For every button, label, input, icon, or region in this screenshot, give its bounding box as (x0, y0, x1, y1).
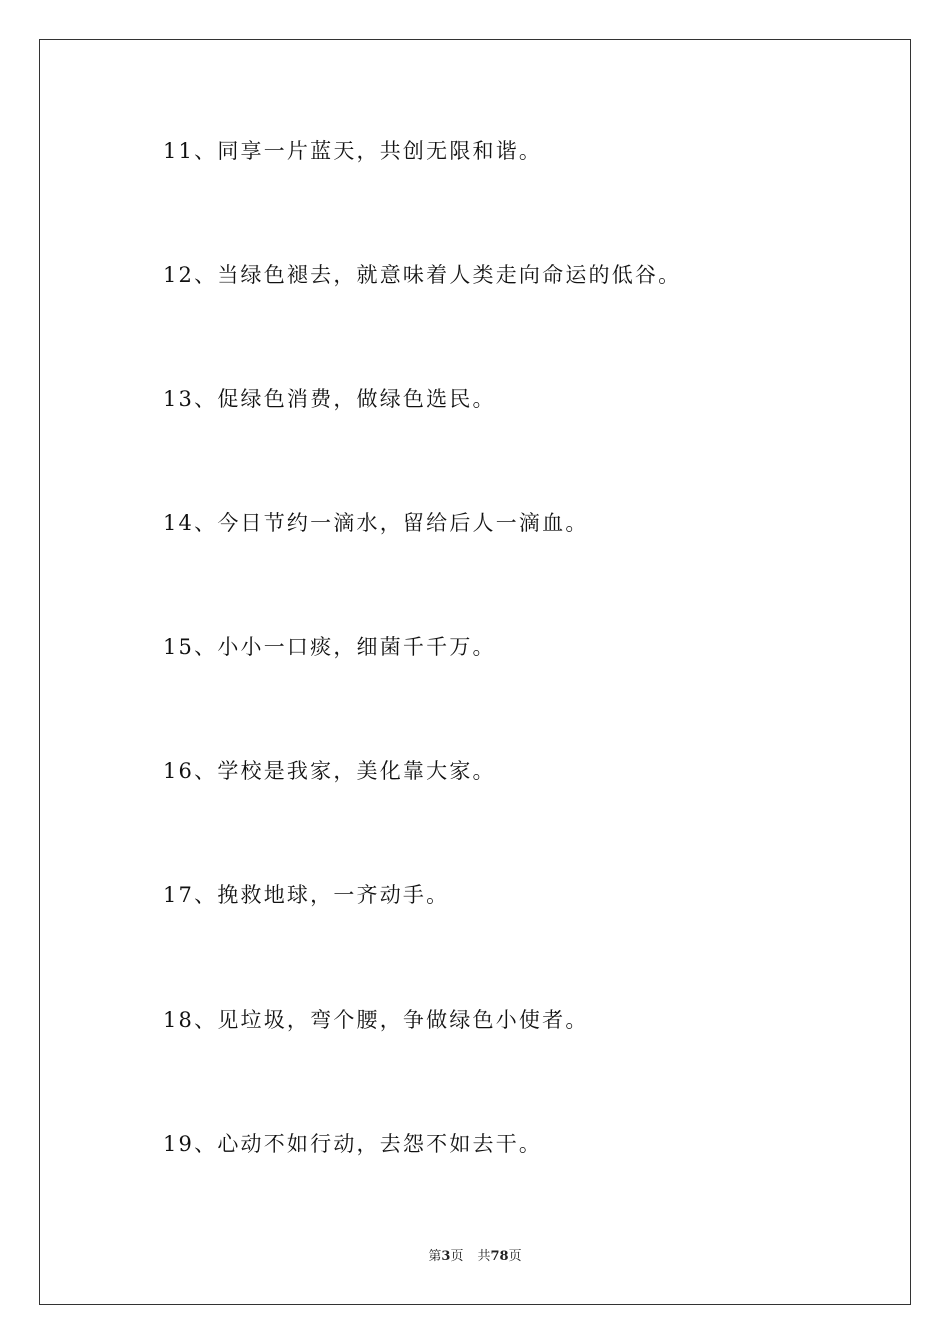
slogan-item: 18、见垃圾，弯个腰，争做绿色小使者。 (163, 1008, 589, 1032)
slogan-item: 16、学校是我家，美化靠大家。 (163, 759, 496, 783)
footer-page-unit: 页 (450, 1249, 464, 1264)
total-page-count: 78 (490, 1249, 509, 1264)
page-footer (0, 1248, 950, 1266)
page-border (39, 39, 911, 1305)
slogan-item: 15、小小一口痰，细菌千千万。 (163, 635, 496, 659)
footer-total-unit: 页 (508, 1249, 522, 1264)
footer-total-prefix: 共 (477, 1249, 491, 1264)
slogan-item: 13、促绿色消费，做绿色选民。 (163, 387, 496, 411)
slogan-item: 19、心动不如行动，去怨不如去干。 (163, 1132, 543, 1156)
slogan-item: 14、今日节约一滴水，留给后人一滴血。 (163, 511, 589, 535)
footer-page-prefix: 第 (428, 1249, 442, 1264)
slogan-item: 11、同享一片蓝天，共创无限和谐。 (163, 139, 543, 163)
slogan-item: 17、挽救地球，一齐动手。 (163, 883, 450, 907)
slogan-item: 12、当绿色褪去，就意味着人类走向命运的低谷。 (163, 263, 682, 287)
current-page-number: 3 (441, 1249, 451, 1264)
